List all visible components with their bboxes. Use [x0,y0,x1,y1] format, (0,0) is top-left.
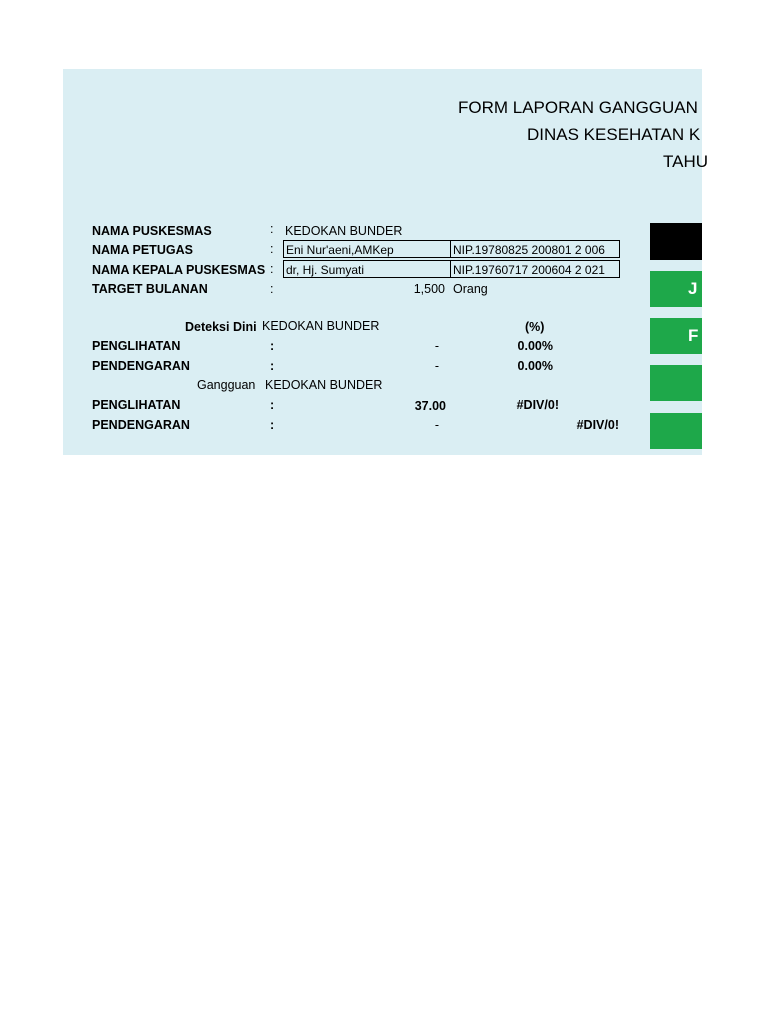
pct-header: (%) [525,320,545,334]
deteksi-heading-prefix: Deteksi Dini [185,320,257,334]
petugas-value-cell[interactable]: Eni Nur'aeni,AMKep [283,240,451,258]
gangguan-penglihatan-pct[interactable]: #DIV/0! [516,398,559,412]
gangguan-heading-name: KEDOKAN BUNDER [265,378,383,392]
deteksi-pendengaran-pct[interactable]: 0.00% [517,359,553,373]
gangguan-pendengaran-value[interactable]: - [434,418,439,432]
gangguan-penglihatan-colon: : [270,398,275,412]
spreadsheet-sheet [63,69,709,455]
title-line-3: TAHU [663,152,709,171]
petugas-nip-cell[interactable]: NIP.19780825 200801 2 006 [450,240,620,258]
side-button-3[interactable] [650,365,702,401]
deteksi-pendengaran-label: PENDENGARAN [92,359,190,373]
petugas-colon: : [270,242,274,256]
puskesmas-colon: : [270,222,274,236]
gangguan-pendengaran-pct[interactable]: #DIV/0! [576,418,619,432]
gangguan-pendengaran-label: PENDENGARAN [92,418,190,432]
puskesmas-label: NAMA PUSKESMAS [92,224,212,238]
target-unit: Orang [453,282,488,296]
gangguan-heading-prefix: Gangguan [197,378,256,392]
gangguan-penglihatan-value[interactable]: 37.00 [414,399,446,413]
puskesmas-value[interactable]: KEDOKAN BUNDER [285,224,403,238]
kepala-colon: : [270,262,274,276]
target-label: TARGET BULANAN [92,282,208,296]
side-button-1[interactable]: J [650,271,702,307]
title-line-1: FORM LAPORAN GANGGUAN [458,98,698,117]
deteksi-heading-name: KEDOKAN BUNDER [262,319,380,333]
deteksi-penglihatan-label: PENGLIHATAN [92,339,181,353]
side-button-2[interactable]: F [650,318,702,354]
deteksi-penglihatan-colon: : [270,339,275,353]
title-line-2: DINAS KESEHATAN K [527,125,701,144]
deteksi-penglihatan-pct[interactable]: 0.00% [517,339,553,353]
kepala-label: NAMA KEPALA PUSKESMAS [92,263,266,277]
target-colon: : [270,282,274,296]
gangguan-penglihatan-label: PENGLIHATAN [92,398,181,412]
black-header-bar [650,223,702,260]
deteksi-penglihatan-value[interactable]: - [434,339,439,353]
kepala-value-cell[interactable]: dr, Hj. Sumyati [283,260,451,278]
deteksi-pendengaran-colon: : [270,359,275,373]
deteksi-pendengaran-value[interactable]: - [434,359,439,373]
side-button-4[interactable] [650,413,702,449]
petugas-label: NAMA PETUGAS [92,243,193,257]
kepala-nip-cell[interactable]: NIP.19760717 200604 2 021 [450,260,620,278]
gangguan-pendengaran-colon: : [270,418,275,432]
target-value[interactable]: 1,500 [413,282,445,296]
